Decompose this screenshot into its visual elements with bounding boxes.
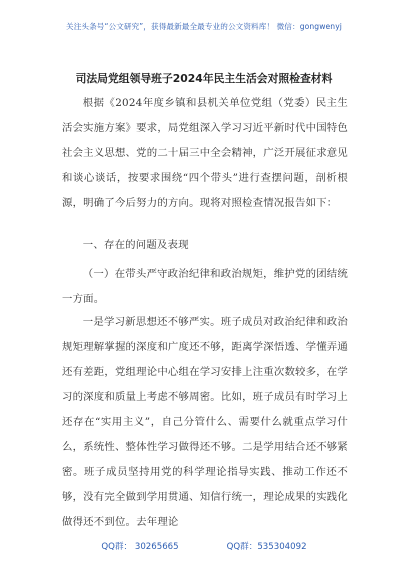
paragraph-body: 一是学习新思想还不够严实。班子成员对政治纪律和政治规矩理解掌握的深度和广度还不够，距离学深悟透、学懂弄通还有差距，党组理论中心组在学习安排上注重次数较多，在学习的深度和质量上考虑不够周密。比如，班子成员有时学习上还存在“实用主义”，自己分管什么、需要什么就重点学习什么，系统性、整体性学习做得还不够。二是学用结合还不够紧密。班子成员坚持用党的科学理论指导实践、推动工作还不够，没有完全做到学用贯通、知信行统一，理论成果的实践化做得还不到位。去年理论 <box>62 316 348 528</box>
header-promo-note: 关注头条号“公文研究”，获得最新最全最专业的公文资料库！ 微信：gongwenyj <box>66 22 342 31</box>
footer-qq-groups <box>0 540 408 552</box>
footer-qq-group-2: QQ群：535304092 <box>226 542 307 552</box>
paragraph-intro: 根据《2024年度乡镇和县机关单位党组（党委）民主生活会实施方案》要求，局党组深入学习习近平新时代中国特色社会主义思想、党的二十届三中全会精神，广泛开展征求意见和谈心谈话，按要求围绕“四个带头”进行查摆问题，剖析根源，明确了今后努力的方向。现将对照检查情况报告如下： <box>62 97 348 209</box>
section-heading: 一、存在的问题及表现 <box>82 239 189 251</box>
document-title: 司法局党组领导班子2024年民主生活会对照检查材料 <box>75 72 333 85</box>
footer-qq-group-1: QQ群： 30265665 <box>101 542 179 552</box>
subsection-heading: （一）在带头严守政治纪律和政治规矩，维护党的团结统一方面。 <box>62 268 348 305</box>
